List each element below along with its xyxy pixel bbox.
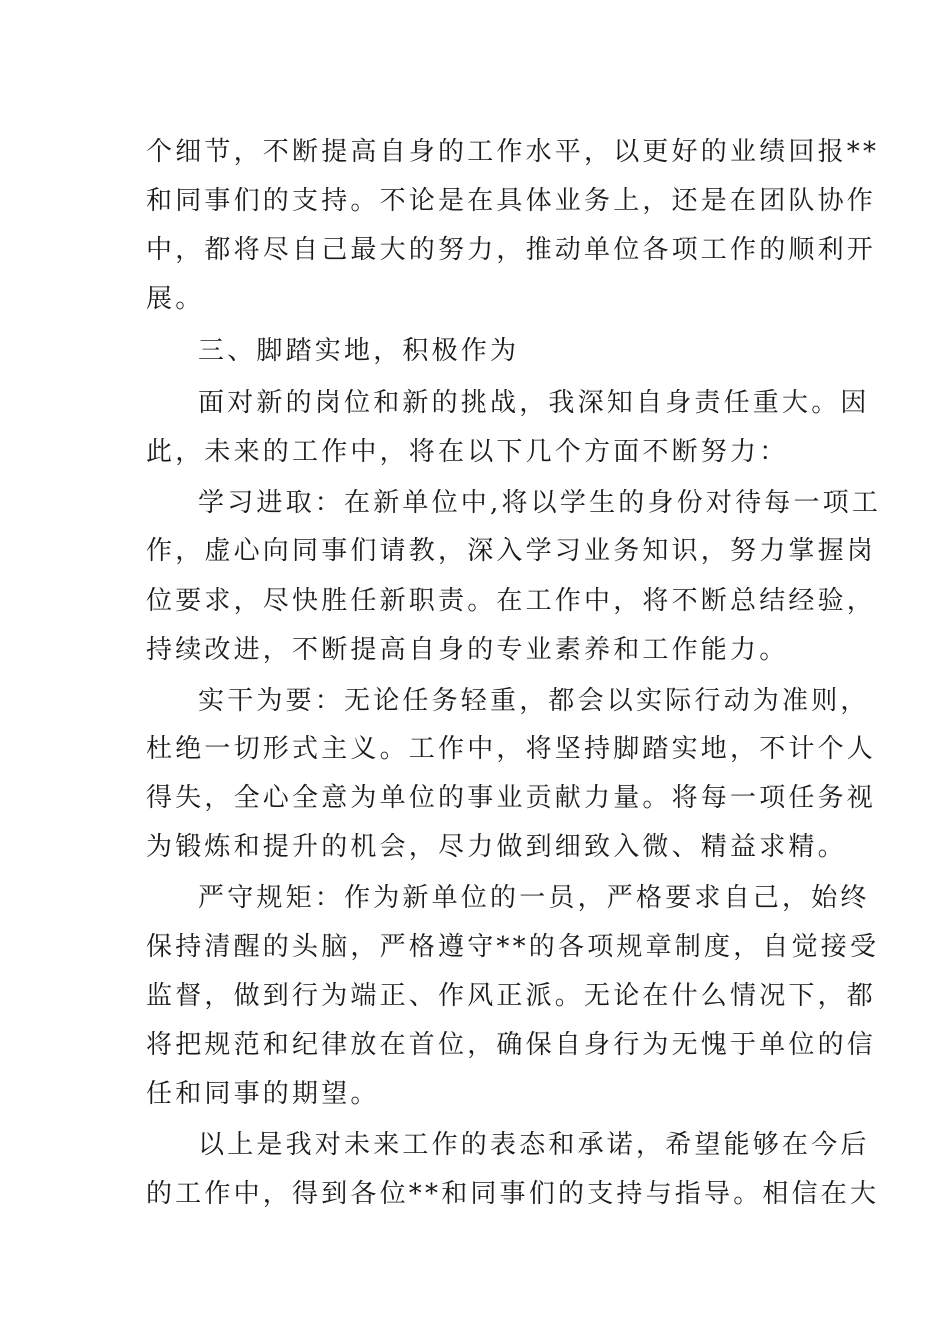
text-line: 位要求，尽快胜任新职责。在工作中，将不断总结经验， [146, 586, 877, 616]
text-line: 此，未来的工作中，将在以下几个方面不断努力： [146, 437, 789, 467]
text-line: 学习进取：在新单位中,将以学生的身份对待每一项工 [198, 488, 882, 518]
text-line: 的工作中，得到各位**和同事们的支持与指导。相信在大 [146, 1179, 880, 1209]
text-line: 得失，全心全意为单位的事业贡献力量。将每一项任务视 [146, 783, 877, 813]
text-line: 杜绝一切形式主义。工作中，将坚持脚踏实地，不计个人 [146, 734, 877, 764]
text-line: 面对新的岗位和新的挑战，我深知自身责任重大。因 [198, 388, 870, 418]
text-line: 将把规范和纪律放在首位，确保自身行为无愧于单位的信 [146, 1030, 877, 1060]
text-line: 个细节，不断提高自身的工作水平，以更好的业绩回报** [146, 137, 880, 167]
text-line: 和同事们的支持。不论是在具体业务上，还是在团队协作 [146, 186, 877, 216]
text-line: 实干为要：无论任务轻重，都会以实际行动为准则， [198, 686, 870, 716]
text-line: 严守规矩：作为新单位的一员，严格要求自己，始终 [198, 883, 870, 913]
text-line: 监督，做到行为端正、作风正派。无论在什么情况下，都 [146, 981, 877, 1011]
text-line: 展。 [146, 284, 205, 314]
text-line: 作，虚心向同事们请教，深入学习业务知识，努力掌握岗 [146, 536, 877, 566]
text-line: 持续改进，不断提高自身的专业素养和工作能力。 [146, 635, 789, 665]
text-line: 中，都将尽自己最大的努力，推动单位各项工作的顺利开 [146, 235, 877, 265]
text-line: 以上是我对未来工作的表态和承诺，希望能够在今后 [198, 1130, 870, 1160]
text-line: 任和同事的期望。 [146, 1079, 380, 1109]
text-line: 保持清醒的头脑，严格遵守**的各项规章制度，自觉接受 [146, 932, 880, 962]
section-heading: 三、脚踏实地，积极作为 [198, 336, 520, 366]
text-line: 为锻炼和提升的机会，尽力做到细致入微、精益求精。 [146, 832, 847, 862]
